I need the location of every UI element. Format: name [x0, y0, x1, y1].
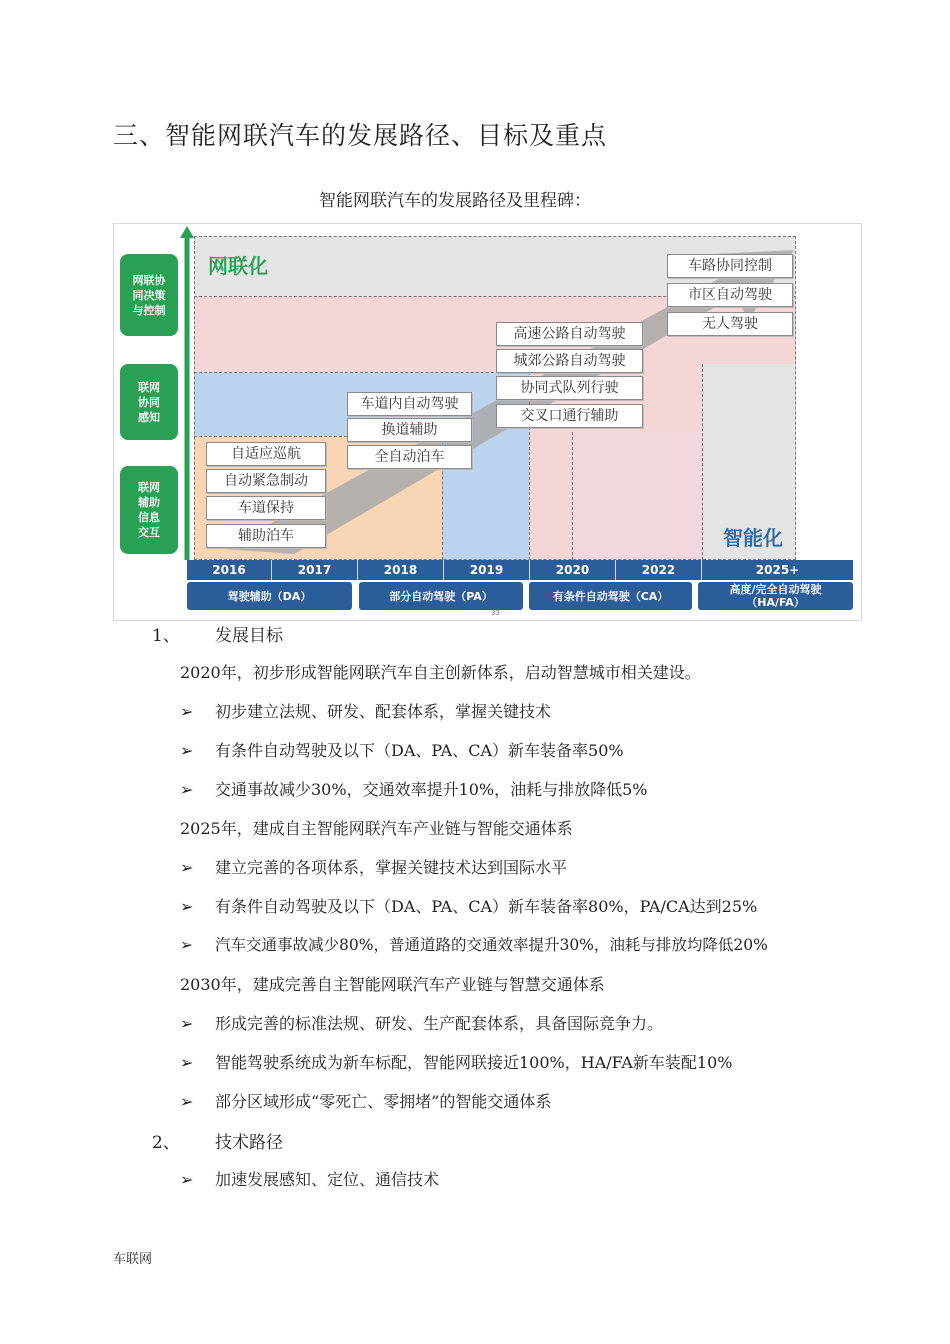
tech-bullet-1: ➢ 加速发展感知、定位、通信技术: [180, 1170, 440, 1189]
feature-intersection: 交叉口通行辅助: [496, 404, 643, 428]
bullet-marker: ➢: [180, 858, 194, 877]
goal-2030-para: 2030年，建成完善自主智能网联汽车产业链与智慧交通体系: [180, 975, 605, 994]
bullet-marker: ➢: [180, 1170, 194, 1189]
section-2-title: 技术路径: [215, 1133, 283, 1153]
year-2022: 2022: [616, 560, 702, 580]
goal-2025-bullet-3: ➢ 汽车交通事故减少80%，普通道路的交通效率提升30%，油耗与排放均降低20%: [180, 936, 768, 954]
bullet-marker: ➢: [180, 897, 194, 916]
year-2017: 2017: [272, 560, 358, 580]
goal-2025-bullet-1: ➢ 建立完善的各项体系，掌握关键技术达到国际水平: [180, 858, 568, 877]
year-bar: [187, 560, 853, 580]
goal-2020-bullet-2: ➢ 有条件自动驾驶及以下（DA、PA、CA）新车装备率50%: [180, 741, 624, 760]
section-1-number: 1、: [152, 626, 180, 646]
year-2016: 2016: [187, 560, 272, 580]
side-label-info-interaction: 联网 辅助 信息 交互: [120, 466, 178, 554]
dashed-v-4: [702, 364, 703, 560]
year-2018: 2018: [358, 560, 444, 580]
section-2-number: 2、: [152, 1133, 180, 1153]
section-1-title: 发展目标: [215, 626, 283, 646]
feature-lane-auto: 车道内自动驾驶: [347, 392, 472, 416]
goal-2020-para: 2020年，初步形成智能网联汽车自主创新体系，启动智慧城市相关建设。: [180, 663, 701, 682]
figure-caption: 智能网联汽车的发展路径及里程碑：: [319, 191, 591, 211]
bullet-marker: ➢: [180, 702, 194, 721]
bullet-marker: ➢: [180, 1014, 194, 1033]
connected-label: 网联化: [208, 254, 268, 278]
stage-ha-fa: 高度/完全自动驾驶 （HA/FA）: [698, 582, 853, 610]
goal-2030-bullet-1: ➢ 形成完善的标准法规、研发、生产配套体系，具备国际竞争力。: [180, 1014, 664, 1033]
bullet-marker: ➢: [180, 780, 194, 799]
stage-pa: 部分自动驾驶（PA）: [359, 582, 523, 610]
bullet-marker: ➢: [180, 936, 193, 954]
figure-page-note: 33: [491, 609, 500, 617]
goal-2030-bullet-2: ➢ 智能驾驶系统成为新车标配，智能网联接近100%，HA/FA新车装配10%: [180, 1053, 733, 1072]
goal-2020-bullet-1: ➢ 初步建立法规、研发、配套体系，掌握关键技术: [180, 702, 552, 721]
dashed-v-2: [529, 372, 530, 560]
intelligent-label: 智能化: [723, 526, 783, 550]
feature-park-assist: 辅助泊车: [206, 524, 326, 548]
feature-lane-change: 换道辅助: [347, 418, 472, 442]
stage-ca: 有条件自动驾驶（CA）: [529, 582, 692, 610]
side-label-cooperative-control: 网联协 同决策 与控制: [120, 254, 178, 336]
feature-highway: 高速公路自动驾驶: [496, 322, 643, 346]
year-2019: 2019: [444, 560, 530, 580]
bullet-marker: ➢: [180, 1053, 194, 1072]
feature-auto-park: 全自动泊车: [347, 445, 472, 469]
stage-da: 驾驶辅助（DA）: [187, 582, 352, 610]
feature-acc: 自适应巡航: [206, 442, 326, 466]
bullet-marker: ➢: [180, 1092, 194, 1111]
page-footer: 车联网: [113, 1252, 153, 1267]
goal-2025-bullet-2: ➢ 有条件自动驾驶及以下（DA、PA、CA）新车装备率80%，PA/CA达到25%: [180, 897, 758, 916]
goal-2025-para: 2025年，建成自主智能网联汽车产业链与智能交通体系: [180, 819, 573, 838]
year-2025plus: 2025+: [755, 563, 800, 577]
roadmap-figure: [113, 223, 862, 621]
year-2020: 2020: [530, 560, 616, 580]
feature-suburban: 城郊公路自动驾驶: [496, 349, 643, 373]
feature-urban-auto: 市区自动驾驶: [667, 283, 793, 307]
feature-platoon: 协同式队列行驶: [496, 376, 643, 400]
feature-aeb: 自动紧急制动: [206, 469, 326, 493]
bullet-marker: ➢: [180, 741, 194, 760]
side-label-cooperative-sensing: 联网 协同 感知: [120, 364, 178, 440]
feature-v2x-control: 车路协同控制: [667, 254, 793, 278]
dashed-v-3: [572, 432, 573, 560]
goal-2030-bullet-3: ➢ 部分区域形成“零死亡、零拥堵”的智能交通体系: [180, 1092, 552, 1111]
page-heading: 三、智能网联汽车的发展路径、目标及重点: [113, 121, 608, 150]
goal-2020-bullet-3: ➢ 交通事故减少30%，交通效率提升10%，油耗与排放降低5%: [180, 780, 648, 799]
feature-driverless: 无人驾驶: [667, 312, 793, 336]
feature-lka: 车道保持: [206, 496, 326, 520]
dashed-line-blue: [194, 372, 529, 373]
